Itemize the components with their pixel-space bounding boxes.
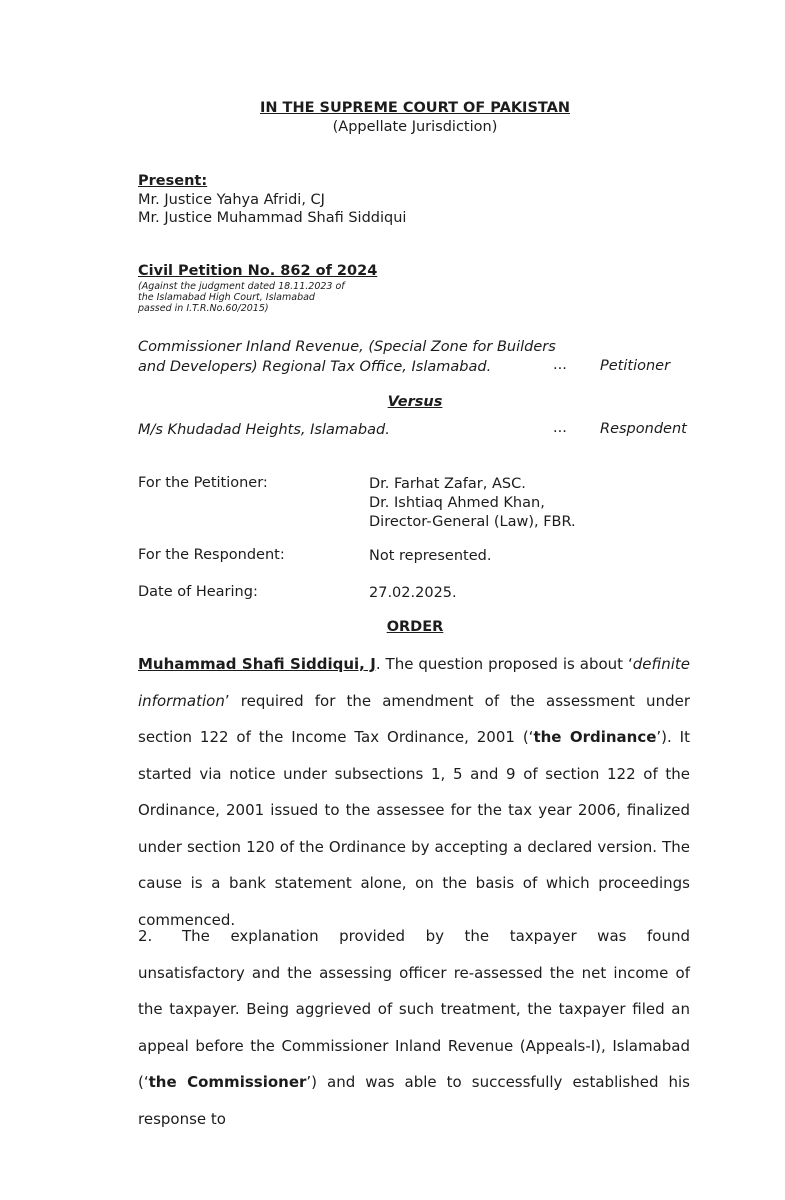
court-title: IN THE SUPREME COURT OF PAKISTAN bbox=[259, 100, 571, 116]
order-paragraph-2 bbox=[138, 918, 690, 1137]
paragraph-text: ’ required for the amendment of the assessment under section 122 of the Income Tax Ordinance, 2001 (‘ bbox=[138, 691, 690, 746]
petition-note-line: the Islamabad High Court, Islamabad bbox=[138, 292, 315, 303]
hearing-date-label: Date of Hearing: bbox=[138, 584, 258, 600]
judge-name: Mr. Justice Yahya Afridi, CJ bbox=[138, 192, 325, 208]
paragraph-bold: the Ordinance bbox=[533, 728, 657, 746]
petitioner-counsel-label: For the Petitioner: bbox=[138, 475, 268, 491]
respondent-counsel-label: For the Respondent: bbox=[138, 547, 285, 563]
counsel-line: Dr. Ishtiaq Ahmed Khan, bbox=[369, 495, 545, 511]
counsel-line: Dr. Farhat Zafar, ASC. bbox=[369, 476, 526, 492]
petitioner-dots: ... bbox=[553, 357, 567, 373]
paragraph-text: ’). It started via notice under subsections 1, 5 and 9 of section 122 of the Ordinance, 2001 issued to the assessee for the tax year 2006, finalized under section 120 of the Ordinance by accepting a declared version. The cause is a bank statement alone, on the basis of which proceedings commenced. bbox=[138, 728, 690, 929]
versus-label: Versus bbox=[387, 394, 443, 410]
respondent-counsel: Not represented. bbox=[369, 548, 492, 564]
counsel-line: Director-General (Law), FBR. bbox=[369, 514, 576, 530]
order-heading: ORDER bbox=[386, 619, 444, 635]
paragraph-text: ’) and was able to successfully established his response to bbox=[138, 1073, 690, 1128]
respondent-name: M/s Khudadad Heights, Islamabad. bbox=[138, 422, 390, 438]
hearing-date: 27.02.2025. bbox=[369, 585, 457, 601]
jurisdiction-subtitle: (Appellate Jurisdiction) bbox=[332, 119, 498, 135]
petition-note-line: passed in I.T.R.No.60/2015) bbox=[138, 303, 269, 314]
respondent-dots: ... bbox=[553, 420, 567, 436]
author-name: Muhammad Shafi Siddiqui, J bbox=[138, 655, 376, 673]
petitioner-name: and Developers) Regional Tax Office, Islamabad. bbox=[138, 359, 492, 375]
petition-note bbox=[138, 281, 378, 314]
paragraph-italic: definite information bbox=[138, 655, 690, 710]
petitioner-counsel bbox=[369, 475, 576, 532]
paragraph-text: The explanation provided by the taxpayer was found unsatisfactory and the assessing officer re-assessed the net income of the taxpayer. Being aggrieved of such treatment, the taxpayer filed an appeal before the Commissioner Inland Revenue (Appeals-I), Islamabad (‘ bbox=[138, 927, 690, 1091]
respondent-role: Respondent bbox=[600, 421, 687, 437]
petitioner-name: Commissioner Inland Revenue, (Special Zone for Builders bbox=[138, 339, 556, 355]
order-paragraph-1 bbox=[138, 646, 690, 938]
petition-number: Civil Petition No. 862 of 2024 bbox=[138, 263, 378, 279]
paragraph-text: . The question proposed is about ‘ bbox=[375, 655, 633, 673]
paragraph-bold: the Commissioner bbox=[148, 1073, 307, 1091]
present-label: Present: bbox=[138, 173, 208, 189]
judge-name: Mr. Justice Muhammad Shafi Siddiqui bbox=[138, 210, 407, 226]
paragraph-number: 2. bbox=[138, 927, 153, 945]
petitioner-role: Petitioner bbox=[600, 358, 671, 374]
petition-note-line: (Against the judgment dated 18.11.2023 of bbox=[138, 281, 345, 292]
